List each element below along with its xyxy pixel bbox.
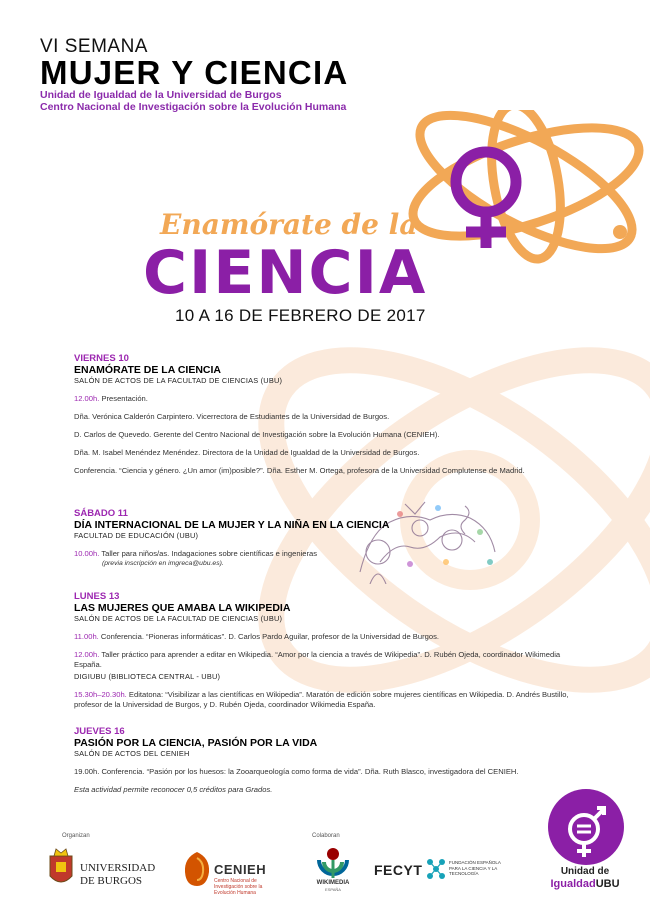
session-title: DÍA INTERNACIONAL DE LA MUJER Y LA NIÑA EN LA CIENCIA [74,519,390,531]
day-label: VIERNES 10 [74,353,129,364]
event-dates: 10 A 16 DE FEBRERO DE 2017 [175,306,426,325]
ciencia-wordmark: CIENCIA [143,238,428,308]
day-label: LUNES 13 [74,591,120,602]
program-line: 11.00h. Conferencia. “Pioneras informáticas”. D. Carlos Pardo Aguilar, profesor de la Universidad de Burgos. [74,632,439,641]
credits-note: Esta actividad permite reconocer 0,5 créditos para Grados. [74,785,273,794]
day-label: SÁBADO 11 [74,508,128,519]
organize-label: Organizan [62,833,90,839]
time: 11.00h. [74,632,99,641]
igualdad-label: Unidad de [560,866,610,877]
program-lunes [74,591,574,710]
cenieh-logo-icon [182,850,212,888]
program-line: 12.00h. Taller práctico para aprender a editar en Wikipedia. “Amor por la ciencia a través de Wikipedia”. D. Rubén Ojeda, coordinador Wikimedia España. [74,650,561,669]
program-viernes [74,353,574,476]
program-line: Dña. M. Isabel Menéndez Menéndez. Directora de la Unidad de Igualdad de la Universidad de Burgos. [74,448,420,457]
session-title: PASIÓN POR LA CIENCIA, PASIÓN POR LA VIDA [74,737,318,749]
program-line: Conferencia. “Ciencia y género. ¿Un amor (im)posible?”. Dña. Esther M. Ortega, profesora de la Universidad Complutense de Madrid. [74,466,525,475]
event-edition: VI SEMANA [40,36,148,57]
program-sabado [74,508,574,568]
wikimedia-logo-icon [315,846,351,880]
venue: SALÓN DE ACTOS DEL CENIEH [74,749,190,758]
registration-note: (previa inscripción en imgreca@ubu.es). [102,560,224,567]
program-line: Dña. Verónica Calderón Carpintero. Vicerrectora de Estudiantes de la Universidad de Burgos. [74,412,390,421]
collaborate-label: Colaboran [312,833,340,839]
venue: DIGIUBU (BIBLIOTECA CENTRAL - UBU) [74,672,221,681]
wikimedia-subtitle: ESPAÑA [325,887,341,892]
slogan: Enamórate de la [160,208,418,241]
igualdad-wordmark: IgualdadUBU [550,878,620,890]
organizer-cenieh: Centro Nacional de Investigación sobre la Evolución Humana [40,101,347,113]
venue: SALÓN DE ACTOS DE LA FACULTAD DE CIENCIAS (UBU) [74,376,283,385]
session-title: ENAMÓRATE DE LA CIENCIA [74,364,221,376]
fecyt-molecule-icon [424,856,448,882]
cenieh-subtitle: Centro Nacional de Investigación sobre la Evolución Humana [214,878,263,896]
venue: FACULTAD DE EDUCACIÓN (UBU) [74,531,199,540]
wikimedia-wordmark: WIKIMEDIA [316,880,350,886]
venue: SALÓN DE ACTOS DE LA FACULTAD DE CIENCIAS (UBU) [74,614,283,623]
fecyt-subtitle: FUNDACIÓN ESPAÑOLA PARA LA CIENCIA Y LA TECNOLOGÍA [449,860,501,876]
ubu-crest-icon [46,846,76,890]
igualdad-ubu-logo [542,787,630,867]
time: 12.00h. [74,650,100,659]
program-line: 12.00h. Presentación. [74,394,148,403]
cenieh-wordmark: CENIEH [214,862,267,877]
program-line: 15.30h–20.30h. Editatona: “Visibilizar a las científicas en Wikipedia”. Maratón de edición sobre mujeres científicas en Wikipedia. D. Andrés Bustillo, profesor de la Universidad de Burgos, y D. Rubén Ojeda, coordinador Wikimedia España. [74,690,569,709]
atom-venus-emblem [398,110,648,290]
program-jueves [74,726,574,795]
program-line: D. Carlos de Quevedo. Gerente del Centro Nacional de Investigación sobre la Evolución Humana (CENIEH). [74,430,440,439]
time: 12.00h. [74,394,100,403]
event-title: MUJER Y CIENCIA [40,54,349,91]
fecyt-wordmark: FECYT [374,862,423,878]
program-line: 10.00h. Taller para niños/as. Indagaciones sobre científicas e ingenieras [74,549,318,558]
time: 15.30h–20.30h. [74,690,127,699]
time: 10.00h. [74,549,100,558]
ubu-wordmark: UNIVERSIDAD DE BURGOS [80,862,156,887]
day-label: JUEVES 16 [74,726,125,737]
program-line: 19.00h. Conferencia. “Pasión por los huesos: la Zooarqueología como forma de vida”. Dña. Ruth Blasco, investigadora del CENIEH. [74,767,519,776]
session-title: LAS MUJERES QUE AMABA LA WIKIPEDIA [74,602,291,614]
organizer-ubu: Unidad de Igualdad de la Universidad de Burgos [40,89,282,101]
